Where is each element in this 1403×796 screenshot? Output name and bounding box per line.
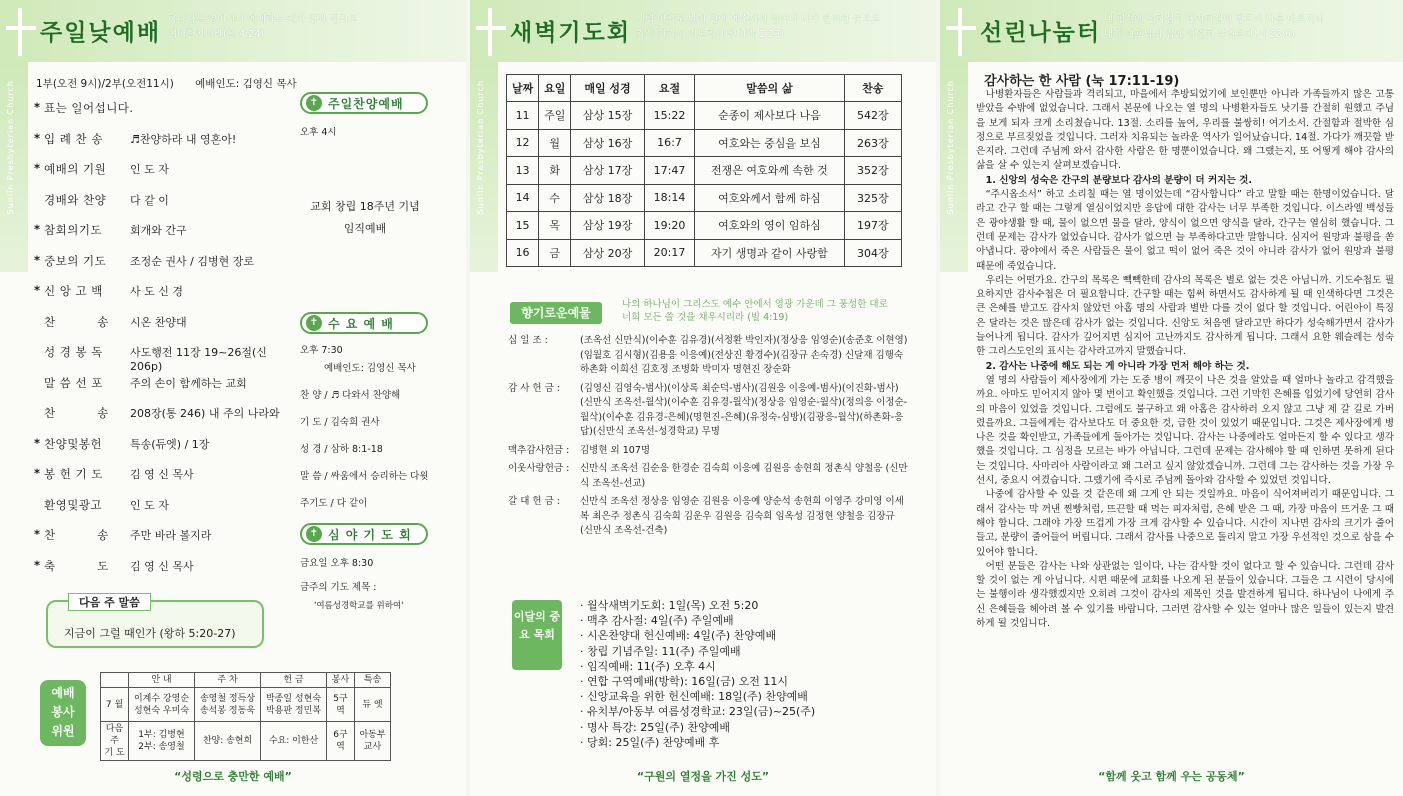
order-row — [34, 222, 296, 253]
table-row — [507, 129, 902, 157]
order-mark: * — [34, 283, 41, 297]
offering-list — [508, 334, 908, 543]
order-mark: * — [34, 252, 41, 267]
side-text: Sunlin Presbyterian Church — [946, 80, 955, 215]
table-cell: 금 — [539, 239, 571, 267]
table-cell: 16:7 — [644, 129, 695, 157]
order-label: 찬 송 — [44, 528, 109, 542]
table-cell: 듀 엣 — [355, 688, 391, 722]
order-row — [34, 558, 296, 589]
cross-icon: ✝ — [306, 95, 322, 111]
order-mark: * — [34, 161, 41, 175]
order-label: 환영및광고 — [44, 497, 103, 512]
sermon-paragraph: 열 명의 사람들이 제사장에게 가는 도중 병이 깨끗이 나은 것을 알았을 때 얼마나 놀라고 감격했을까요. 아마도 믿어지지 않아 몇 번이고 확인했을 것입니다. 그런 기막힌 은혜를 입었기에 당연히 감사의 마음이 있었을 것입니다. 그럼에도 불구하고 왜 아홉은 감사하러 오지 않고 그냥 제 갈 길로 가버렸을까요. 그들에게는 감사보다도 더 중요한 것, 급한 것이 있었기 때문입니다. 그것은 제사장에게 병 나은 것을 확인받고, 가족들에게 돌아가는 것입니다. 감사는 나중에라도 얼마든지 할 수 있다고 생각했을 것입니다. 그 심정을 모르는 바가 아닙니다. 그런데 문제는 감사해야 할 때 인하면 못하게 된다는 것입니다. 사마리아 사람이라고 왜 그러고 싶지 않았겠습니까. 그런데 그는 감사하는 것을 가장 우선시, 중요시 여겼습니다. 그랬기에 즉시로 주님께 돌아와 감사할 수 있었던 것입니다. — [976, 374, 1394, 487]
cross-icon: ✝ — [306, 526, 322, 542]
order-label: 찬 송 — [44, 314, 109, 329]
offering-title: 향기로운예물 — [510, 302, 602, 324]
table-row — [507, 239, 902, 267]
table-cell: 월 — [539, 129, 571, 157]
table-row — [507, 75, 902, 102]
table-cell: 14 — [507, 184, 539, 212]
sermon-point: 1. 신앙의 성숙은 간구의 분량보다 감사의 분량이 더 커지는 것. — [985, 174, 1253, 186]
cross-icon — [476, 8, 506, 56]
night-topic-label: 금주의 기도 제목 : — [300, 582, 377, 593]
order-value: 주만 바라 볼지라 — [130, 529, 212, 542]
table-cell: 주일 — [539, 102, 571, 130]
table-cell: 1부: 김병현 2부: 송영철 — [129, 722, 195, 761]
table-cell: 수요: 이한산 — [261, 722, 327, 761]
page-subtitle — [636, 12, 880, 42]
table-row — [507, 184, 902, 212]
offering-row — [508, 334, 908, 378]
table-header: 특송 — [355, 673, 391, 688]
order-row — [34, 344, 296, 375]
list-item: · 명사 특강: 25일(주) 찬양예배 — [580, 720, 731, 734]
table-header: 주 차 — [195, 673, 261, 688]
table-header: 말씀의 삶 — [695, 75, 844, 102]
offering-names: 신만식 조옥선 김순응 한경순 김숙희 이응예 김원응 송현희 정촌식 양철응 (신만식 조옥선-선교) — [580, 463, 908, 489]
table-cell: 15 — [507, 212, 539, 240]
cross-icon — [946, 8, 976, 56]
order-value: 특송(듀엣) / 1장 — [130, 437, 210, 451]
page-subtitle — [168, 12, 357, 42]
dawn-schedule-table — [506, 74, 902, 267]
order-value: 사도행전 11장 19~26절(신 206p) — [130, 346, 267, 373]
order-row — [34, 192, 296, 223]
table-cell: 다음주 기 도 — [101, 722, 129, 761]
table-row — [101, 722, 391, 761]
order-row — [34, 436, 296, 467]
order-mark: * — [34, 527, 41, 541]
order-mark: * — [34, 557, 41, 572]
wednesday-program — [300, 387, 460, 509]
table-cell: 박종일 성현숙 박용판 정민복 — [261, 688, 327, 722]
sermon-title: 감사하는 한 사람 (눅 17:11-19) — [984, 74, 1180, 89]
table-cell: 삼상 15장 — [571, 102, 644, 130]
next-week-box — [46, 596, 264, 648]
order-value: 인 도 자 — [130, 163, 169, 176]
table-cell — [101, 673, 129, 688]
table-cell: 화 — [539, 157, 571, 185]
order-mark: * — [34, 100, 41, 114]
other-services — [300, 92, 460, 611]
panel-sharing — [940, 0, 1403, 796]
offering-row — [508, 382, 908, 440]
night-prayer-title: 심 야 기 도 회 — [328, 527, 412, 542]
month-schedule — [580, 598, 815, 750]
list-item: · 당회: 25일(주) 찬양예배 후 — [580, 735, 720, 749]
table-cell: 18:14 — [644, 184, 695, 212]
page-title: 새벽기도회 — [510, 20, 632, 46]
list-item: · 연합 구역예배(방학): 16일(금) 오전 11시 — [580, 675, 788, 689]
table-header: 매일 성경 — [571, 75, 644, 102]
table-cell: 삼상 17장 — [571, 157, 644, 185]
subtitle-line: 예배할지니라(요 4:24) — [168, 29, 265, 40]
table-header: 날짜 — [507, 75, 539, 102]
offering-label: 감 사 헌 금 : — [508, 382, 560, 394]
month-tag: 이달의 중요 목회 — [512, 600, 562, 670]
order-value: 주의 손이 함께하는 교회 — [130, 376, 247, 390]
order-value: 회개와 간구 — [130, 224, 187, 237]
order-row — [34, 314, 296, 345]
subtitle-line: 가사 거기서 기도하시더니(막 1:23) — [636, 29, 784, 40]
panel-sunday-worship — [0, 0, 466, 796]
offering-subtitle — [622, 298, 888, 324]
order-label: 예배의 기원 — [44, 162, 107, 176]
cross-icon — [6, 8, 36, 56]
order-label: 입 례 찬 송 — [44, 131, 103, 146]
table-cell: 여호와의 영이 임하심 — [695, 212, 844, 240]
offering-label: 십 일 조 : — [508, 335, 548, 346]
offering-names: 김병현 외 107명 — [580, 444, 651, 456]
order-label: 축 도 — [44, 558, 109, 573]
wednesday-line: 찬 양 / ♬ 다와서 찬양해 — [300, 390, 401, 401]
table-cell: 아동부 교사 — [355, 722, 391, 761]
table-cell: 이계수 강영순 성현숙 우미숙 — [129, 688, 195, 722]
table-cell: 352장 — [844, 157, 901, 185]
table-cell: 삼상 18장 — [571, 184, 644, 212]
order-row — [34, 497, 296, 528]
order-value: 시온 찬양대 — [130, 315, 187, 329]
table-header: 안 내 — [129, 673, 195, 688]
table-cell: 304장 — [844, 239, 901, 267]
table-cell: 목 — [539, 212, 571, 240]
subtitle-line: 하나님은 영이시니 예배하는 자가 영과 진리로 — [168, 14, 358, 25]
order-value: 김 영 신 목사 — [130, 559, 194, 573]
table-cell: 삼상 19장 — [571, 212, 644, 240]
table-cell: 16 — [507, 239, 539, 267]
table-cell: 6구역 — [327, 722, 355, 761]
praise-note — [300, 196, 430, 240]
order-value: 조정순 권사 / 김병현 장로 — [130, 254, 254, 268]
table-cell: 여호와는 중심을 보심 — [695, 129, 844, 157]
order-label: 참회의기도 — [44, 223, 103, 237]
list-item: · 창립 기념주일: 11(주) 주일예배 — [580, 644, 741, 658]
praise-time: 오후 4시 — [300, 127, 337, 138]
sermon-paragraph: 어떤 분들은 감사는 나와 상관없는 일이다, 나는 감사할 것이 없다고 할 수 있습니다. 그런데 감사할 것이 없는 게 아닙니다. 시편 때문에 교회를 나오게 된 분들이 있습니다. 그들은 그 시련이 당시에는 불행이라 생각했겠지만 오히려 그것이 감사의 제목인 것을 발견하게 됩니다. 하나님이 나에게 주신 은혜들을 헤아려 볼 수 있기를 바랍니다. 그러면 감사할 수 있는 얼마나 많은 일들이 있는지 발견하게 될 것입니다. — [976, 560, 1394, 629]
subtitle-line: 내 평생에 선하심과 인자하심이 반드시 나를 따르리니 — [1104, 14, 1325, 25]
service-times-text: 1부(오전 9시)/2부(오전11시) — [36, 78, 174, 90]
offering-names: (김영신 김영숙-범사)(이상록 최순덕-범사)(김원응 이응예-범사)(이진화-범사)(신만식 조옥선-월삭)(이수훈 김유경-월삭)(정상응 임영순-월삭)(정의응 이정순-월삭)(이수훈 김유경-은혜)(명현진-은혜)(유정숙-심방)(김광응-월삭)(하촌화-응답)(신만식 조옥선-성경학교) 무명 — [580, 382, 908, 437]
offering-names: 신만식 조옥선 정상응 임영순 김원응 이응예 양순석 송현희 이영주 강미영 이세복 최은주 정촌식 김숙희 김운우 김원응 김숙희 임옥성 김정현 양철응 김장규 (신만식 조옥선-건축) — [580, 496, 904, 536]
wednesday-leader: 예배인도: 김영신 목사 — [324, 363, 416, 374]
offering-label: 이웃사랑헌금 : — [508, 463, 570, 474]
table-row — [507, 102, 902, 130]
offering-row — [508, 495, 908, 539]
table-cell: 5구역 — [327, 688, 355, 722]
table-cell: 7 월 — [101, 688, 129, 722]
order-row — [34, 527, 296, 558]
wednesday-line: 기 도 / 김숙희 권사 — [300, 417, 380, 428]
table-cell: 325장 — [844, 184, 901, 212]
wednesday-line: 성 경 / 삼하 8:1-18 — [300, 444, 383, 455]
service-times — [36, 76, 297, 91]
table-row — [101, 673, 391, 688]
order-value: 208장(통 246) 내 주의 나라와 — [130, 407, 280, 420]
table-cell: 542장 — [844, 102, 901, 130]
sermon-paragraph: “주시옵소서” 하고 소리칠 때는 열 명이었는데 “감사합니다” 라고 말할 때는 한명이었습니다. 달라고 간구 할 때는 그렇게 열심이었지만 응답에 대한 감사는 너무 부족한 것입니다. 이스라엘 백성들은 광야생활 할 때, 물이 없으면 물을 달라, 양식이 없으면 양식을 달라, 간구는 열심히 했습니다. 그런데 문제는 감사가 없었습니다. 감사가 없으면 늘 부족하다고만 말합니다. 심지어 원망과 불평을 쏟아냅니다. 광야에서 죽은 사람들은 물이 없고 떡이 없어 죽은 것이 아니라 감사가 없어 원망과 불평 때문에 죽었습니다. — [976, 189, 1394, 272]
order-label: 표는 일어섭니다. — [44, 101, 134, 115]
subtitle-line: 새벽 아직도 밝기 전에 예수께서 일어나 나가 한적한 곳으로 — [636, 14, 881, 25]
panel-footer: “성령으로 충만한 예배” — [174, 770, 292, 783]
order-row — [34, 161, 296, 192]
list-item: · 유치부/아동부 여름성경학교: 23일(금)~25(주) — [580, 705, 816, 719]
table-cell: 19:20 — [644, 212, 695, 240]
leader-text: 예배인도: 김영신 목사 — [195, 78, 297, 90]
order-mark: * — [34, 130, 41, 145]
page-subtitle — [1104, 12, 1324, 42]
praise-note-line: 교회 창립 18주년 기념 — [310, 200, 420, 213]
table-cell: 찬양: 송현희 — [195, 722, 261, 761]
table-header: 요일 — [539, 75, 571, 102]
table-cell: 263장 — [844, 129, 901, 157]
table-cell: 11 — [507, 102, 539, 130]
worship-order — [34, 100, 296, 588]
table-cell: 순종이 제사보다 나음 — [695, 102, 844, 130]
table-cell: 수 — [539, 184, 571, 212]
order-label: 중보의 기도 — [44, 253, 107, 268]
table-cell: 12 — [507, 129, 539, 157]
cross-icon: ✝ — [306, 315, 322, 331]
offering-label: 맥추감사헌금 : — [508, 444, 570, 456]
side-text: Sunlin Presbyterian Church — [6, 80, 15, 215]
table-header: 요절 — [644, 75, 695, 102]
table-cell: 송영철 정득상 송석봉 정동욱 — [195, 688, 261, 722]
table-cell: 17:47 — [644, 157, 695, 185]
order-value: 김 영 신 목사 — [130, 468, 194, 481]
wednesday-service-title: 수 요 예 배 — [328, 316, 394, 331]
list-item: · 맥추 감사절: 4일(주) 주일예배 — [580, 614, 734, 628]
table-cell: 20:17 — [644, 239, 695, 267]
next-week-text: 지금이 그럴 때인가 (왕하 5:20-27) — [64, 627, 236, 640]
table-cell: 자기 생명과 같이 사랑함 — [695, 239, 844, 267]
panel-dawn-prayer — [470, 0, 936, 796]
praise-service-title: 주일찬양예배 — [328, 96, 404, 111]
page-title: 주일낮예배 — [40, 20, 162, 46]
wednesday-service-badge — [300, 312, 428, 334]
sermon-paragraph: 나병환자들은 사람들과 격리되고, 마을에서 추방되었기에 보인뿐만 아니라 가족들까지 많은 고통 받았을 수밖에 없었습니다. 그래서 본문에 나오는 열 명의 나병환자들도 낫기를 간절히 원했고 주님을 보게 되자 크게 소리쳤습니다. 13절. 소리를 높여, 우리를 불쌍히! 여기소서. 간절함과 절박한 심정으로 부르짖었을 것입니다. 그러자 치유되는 놀라운 역사가 일어났습니다. 14절. 가다가 깨끗함 받은지라. 그런데 주님께 와서 감사한 사람은 한 명뿐이었습니다. 왜 그랬는지, 또 어떻게 해야 감사의 삶을 살 수 있는지 살펴보겠습니다. — [976, 89, 1394, 172]
order-value: 다 같 이 — [130, 193, 169, 207]
table-row — [507, 157, 902, 185]
table-row — [507, 212, 902, 240]
order-mark: * — [34, 466, 41, 480]
order-label: 봉 헌 기 도 — [44, 467, 103, 481]
subtitle-line: 나의 하나님이 그리스도 예수 안에서 영광 가운데 그 풍성한 대로 — [622, 299, 888, 310]
subtitle-line: 너희 모든 쓸 것을 채우시리라 (빌 4:19) — [622, 312, 789, 323]
order-row — [34, 253, 296, 284]
table-header: 헌 금 — [261, 673, 327, 688]
sermon-body — [976, 88, 1394, 631]
night-topic: '여름성경학교를 위하여' — [314, 601, 404, 611]
offering-names: (조옥선 신만식)(이수훈 김유경)(서정환 박인자)(정상응 임영순)(송준호 이현영)(임월호 김시형)(김용응 이응예)(전상진 황경수)(김장규 손숙경) 신달재 김행숙 하촌화 이희선 김호정 조병화 박미자 명현진 장순화 — [580, 335, 908, 375]
table-cell: 13 — [507, 157, 539, 185]
order-label: 찬양및봉헌 — [44, 436, 103, 451]
list-item: · 신앙교육을 위한 헌신예배: 18일(주) 찬양예배 — [580, 690, 808, 704]
sermon-paragraph: 우리는 어떤가요. 간구의 목록은 빽빽한데 감사의 목록은 별로 없는 것은 아닙니까. 기도수첩도 필요하지만 감사수첩은 더 필요합니다. 간구할 때는 힘써 하면서도 감사하게 될 때 인색하다면 그것은 큰 은혜를 받고도 감사치 않았던 아홉 명의 사람과 별반 다를 것이 없다 할 것입니다. 어린아이 특징은 달라는 것은 많은데 감사가 없는 것입니다. 신앙도 처음엔 달라고만 하다가 성숙해가면서 감사가 늘어나게 됩니다. 감사가 깊어지면 심지어 고난까지도 감사하게 됩니다. 그래서 요한 웨슬레는 성숙한 그리스도인의 표시는 감사라고까지 말했습니다. — [976, 274, 1394, 358]
offering-row — [508, 462, 908, 491]
table-cell: 전쟁은 여호와께 속한 것 — [695, 157, 844, 185]
night-prayer-badge — [300, 523, 428, 545]
order-label: 성 경 봉 독 — [44, 345, 103, 359]
praise-note-line: 임직예배 — [343, 222, 387, 235]
table-row — [101, 688, 391, 722]
order-mark: * — [34, 222, 41, 236]
order-row — [34, 375, 296, 406]
order-label: 경배와 찬양 — [44, 192, 107, 207]
panel-footer: “함께 웃고 함께 우는 공동체” — [1098, 770, 1245, 783]
wednesday-line: 주기도 / 다 같이 — [300, 498, 368, 509]
order-row — [34, 405, 296, 436]
order-row — [34, 283, 296, 314]
order-label: 찬 송 — [44, 406, 109, 420]
offering-row — [508, 444, 908, 459]
table-header: 찬송 — [844, 75, 901, 102]
panel-footer: “구원의 열정을 가진 성도” — [636, 770, 770, 783]
praise-service-badge — [300, 92, 428, 114]
table-cell: 15:22 — [644, 102, 695, 130]
list-item: · 시온찬양대 헌신예배: 4일(주) 찬양예배 — [580, 629, 777, 643]
side-text: Sunlin Presbyterian Church — [476, 80, 485, 215]
order-row — [34, 131, 296, 162]
order-label: 신 앙 고 백 — [44, 284, 103, 298]
serve-tag: 예배 봉사 위원 — [40, 680, 86, 746]
subtitle-line: 내가 여호와의 집에 영원히 살리로다(시 23:6) — [1104, 29, 1295, 40]
table-cell: 삼상 16장 — [571, 129, 644, 157]
order-value: ♬찬양하라 내 영혼아! — [130, 132, 237, 146]
night-time: 금요일 오후 8:30 — [300, 558, 374, 569]
table-header: 봉사 — [327, 673, 355, 688]
next-week-label: 다음 주 말씀 — [68, 593, 151, 611]
order-value: 인 도 자 — [130, 498, 169, 512]
order-value: 사 도 신 경 — [130, 285, 183, 298]
wednesday-line: 말 씀 / 싸움에서 승리하는 다윗 — [300, 471, 429, 482]
sermon-paragraph: 나중에 감사할 수 있을 것 같은데 왜 그게 안 되는 것일까요. 마음이 식어져버리기 때문입니다. 그래서 감사는 막 꺼낸 찐빵처럼, 뜨끈할 때 먹는 피자처럼, 은혜 받은 그 때, 가장 마음이 뜨거운 그 때 해야 합니다. 그래야 가장 뜨겁게 가장 크게 감사할 수 있습니다. 시간이 지나면 감사의 크기가 줄어들고, 분량이 줄어들어 버립니다. 그래서 감사를 나중으로 돌리지 말고 가장 우선적인 것으로 삼을 수 있어야 합니다. — [976, 489, 1394, 558]
table-cell: 삼상 20장 — [571, 239, 644, 267]
list-item: · 임직예배: 11(주) 오후 4시 — [580, 659, 716, 673]
order-row — [34, 100, 296, 131]
list-item: · 월삭새벽기도회: 1일(목) 오전 5:20 — [580, 599, 759, 612]
offering-label: 갈 대 헌 금 : — [508, 496, 560, 507]
sermon-point: 2. 감사는 나중에 해도 되는 게 아니라 가장 먼저 해야 하는 것. — [985, 360, 1250, 372]
order-label: 말 씀 선 포 — [44, 375, 103, 390]
order-mark: * — [34, 435, 41, 450]
order-row — [34, 466, 296, 497]
wednesday-time: 오후 7:30 — [300, 345, 343, 356]
table-cell: 197장 — [844, 212, 901, 240]
table-cell: 여호와께서 함께 하심 — [695, 184, 844, 212]
page-title: 선린나눔터 — [980, 20, 1102, 46]
serve-table — [100, 672, 391, 761]
